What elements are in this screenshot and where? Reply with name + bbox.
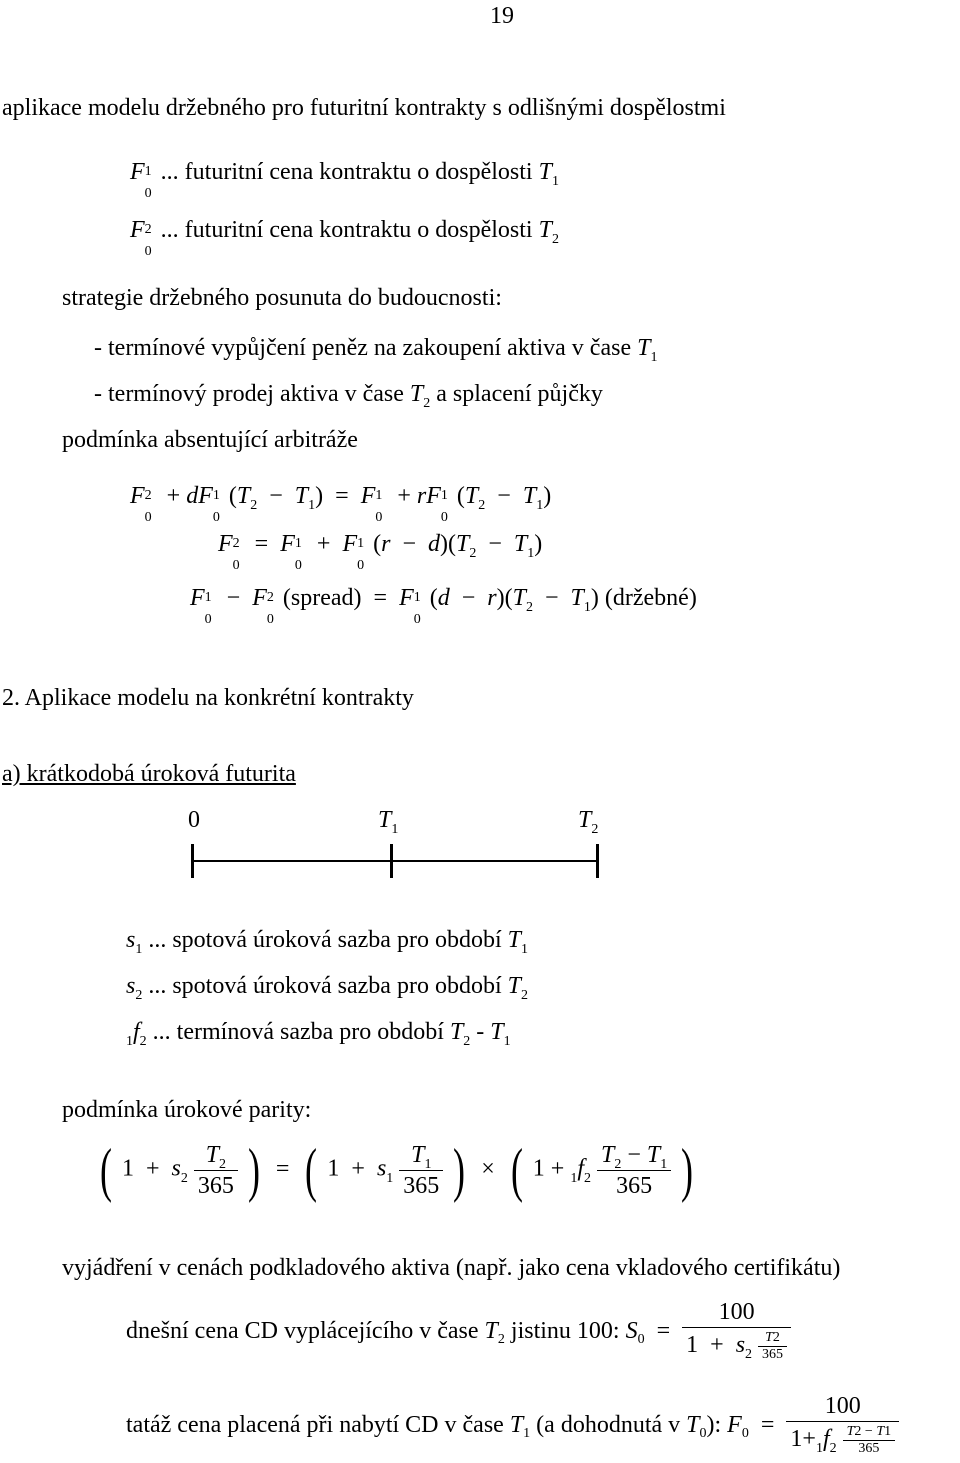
timeline-line: [192, 860, 598, 862]
equation-1: F 2 0 + dF 1 0 $(T_2 - T_1) = F$ 1 0 + rF 1 0 $(T_2 - T_1)$: [130, 483, 552, 525]
definition-f02-text: ... futuritní cena kontraktu o dospělosti: [160, 217, 533, 243]
page-number: 19: [490, 3, 514, 29]
subsection-a-title: a) krátkodobá úroková futurita: [2, 761, 296, 787]
timeline-label-t2: $T_2$: [578, 807, 599, 837]
parity-equation: ( $1 + s_2$ $\frac{T_2}{365}$ ) = ( $1 + s_1$ $\frac{T_1}{365}$ ) × ( $1 + _1f_2$ $\frac{T_2 - T_1}{365}$ ): [99, 1137, 694, 1203]
cd-today-text-b: jistinu 100:: [510, 1318, 620, 1344]
timeline-tick-t1: [390, 844, 393, 878]
carry-label: (držebné): [604, 585, 697, 611]
strategy-item-1: - termínové vypůjčení peněz na zakoupení aktiva v čase $T_1$: [94, 335, 658, 365]
cd-today-line: dnešní cena CD vyplácejícího v čase $T_2$ jistinu 100: $S_0$ = 100 $1 + s_2$ $\frac{T2}{365}$: [126, 1300, 791, 1362]
definition-s1: $s_1$ ... spotová úroková sazba pro období $T_1$: [126, 927, 528, 957]
heading-carry-model: aplikace modelu držebného pro futuritní kontrakty s odlišnými dospělostmi: [2, 95, 726, 121]
definition-f: $_1f_2$ ... termínová sazba pro období $T_2 - T_1$: [126, 1019, 511, 1049]
cd-today-text: dnešní cena CD vyplácejícího v čase: [126, 1318, 479, 1344]
cd-same-text-b: (a dohodnutá v: [536, 1412, 681, 1438]
definition-s2: $s_2$ ... spotová úroková sazba pro období $T_2$: [126, 973, 528, 1003]
spread-label: (spread): [282, 585, 362, 611]
timeline-label-t1: $T_1$: [378, 807, 399, 837]
timeline-label-0: 0: [188, 807, 200, 833]
strategy-item-2-text-b: a splacení půjčky: [436, 381, 603, 407]
timeline-tick-t2: [596, 844, 599, 878]
definition-s1-text: ... spotová úroková sazba pro období: [148, 927, 502, 953]
strategy-title: strategie držebného posunuta do budoucnosti:: [62, 285, 502, 311]
definition-f01: F 1 0 ... futuritní cena kontraktu o dospělosti $T_1$: [130, 159, 559, 201]
equation-3: F 1 0 − F 2 0 (spread) = F 1 0 $(d - r)(T_2 - T_1)$ (držebné): [190, 585, 697, 627]
strategy-item-1-text: - termínové vypůjčení peněz na zakoupení aktiva v čase: [94, 335, 632, 361]
definition-s2-text: ... spotová úroková sazba pro období: [148, 973, 502, 999]
strategy-item-2: - termínový prodej aktiva v čase $T_2$ a splacení půjčky: [94, 381, 603, 411]
equation-2: F 2 0 = F 1 0 + F 1 0 $(r - d)(T_2 - T_1)$: [218, 531, 543, 573]
condition-title: podmínka absentující arbitráže: [62, 427, 358, 453]
definition-f-text: ... termínová sazba pro období: [152, 1019, 444, 1045]
timeline-tick-0: [191, 844, 194, 878]
cd-same-line: tatáž cena placená při nabytí CD v čase $T_1$ (a dohodnutá v $T_0$): $F_0$ = 100 $1+_1f_2$ $\frac{T2 - T1}{365}$: [126, 1394, 899, 1456]
cd-same-text: tatáž cena placená při nabytí CD v čase: [126, 1412, 504, 1438]
definition-f01-text: ... futuritní cena kontraktu o dospělosti: [160, 159, 533, 185]
section-2-title: 2. Aplikace modelu na konkrétní kontrakty: [2, 685, 414, 711]
strategy-item-2-text-a: - termínový prodej aktiva v čase: [94, 381, 404, 407]
price-title: vyjádření v cenách podkladového aktiva (např. jako cena vkladového certifikátu): [62, 1255, 841, 1281]
parity-title: podmínka úrokové parity:: [62, 1097, 312, 1123]
definition-f02: F 2 0 ... futuritní cena kontraktu o dospělosti $T_2$: [130, 217, 559, 259]
